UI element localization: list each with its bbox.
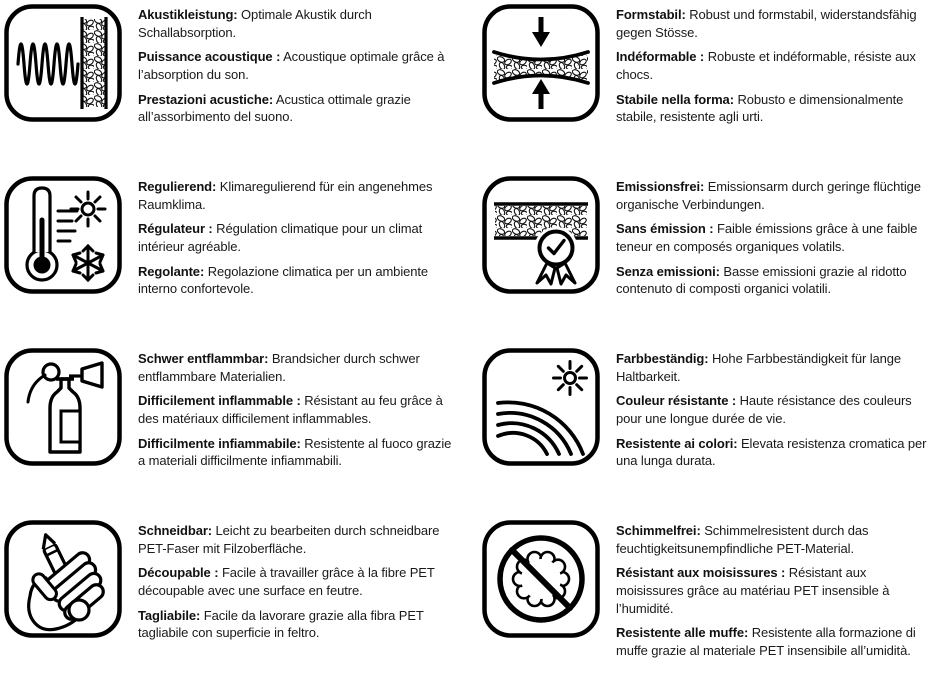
feature-label-it: Difficilmente infiammabile: — [138, 435, 301, 451]
feature-label-it: Tagliabile: — [138, 607, 201, 623]
feature-label-de: Schwer entflammbar: — [138, 351, 269, 367]
thermometer-sun-snowflake-icon — [4, 176, 122, 294]
horn — [82, 363, 102, 387]
label — [61, 411, 80, 442]
feature-text-it: Difficilmente infiammabile: Resistente al fuoco grazie a materiali difficilmente infiammabili. — [138, 435, 452, 469]
feature-card-mold — [482, 520, 934, 660]
feature-card-emission — [482, 176, 934, 298]
feature-text-fr: Puissance acoustique : Acoustique optimale grâce à l’absorption du son. — [138, 49, 445, 83]
no-mold-icon — [482, 520, 600, 638]
feature-label-it: Prestazioni acustiche: — [138, 91, 274, 107]
feature-text-fr: Difficilement inflammable : Résistant au feu grâce à des matériaux difficilement inflammables. — [138, 393, 443, 427]
feature-label-de: Schimmelfrei: — [616, 523, 701, 539]
feature-text-fr: Régulateur : Régulation climatique pour un climat intérieur agréable. — [138, 221, 423, 255]
feature-text-de: Schneidbar: Leicht zu bearbeiten durch schneidbare PET-Faser mit Filzoberfläche. — [138, 523, 440, 556]
acoustic-panel-icon — [4, 4, 122, 122]
feature-label-it: Resistente ai colori: — [616, 435, 738, 451]
feature-label-fr: Difficilement inflammable : — [138, 393, 301, 409]
feature-label-de: Emissionsfrei: — [616, 179, 705, 195]
feature-label-fr: Indéformable : — [616, 49, 705, 65]
feature-texts — [616, 4, 934, 126]
feature-texts — [616, 176, 934, 298]
feature-text-it: Tagliabile: Facile da lavorare grazie alla fibra PET tagliabile con superficie in feltro. — [138, 607, 424, 641]
feature-label-de: Formstabil: — [616, 7, 686, 22]
feature-label-it: Resistente alle muffe: — [616, 625, 749, 641]
feature-label-de: Akustikleistung: — [138, 7, 238, 22]
feature-label-fr: Résistant aux moisissures : — [616, 565, 786, 581]
fire-extinguisher-icon — [4, 348, 122, 466]
feature-label-it: Stabile nella forma: — [616, 91, 734, 107]
feature-text-it: Senza emissioni: Basse emissioni grazie al ridotto contenuto di composti organici volatili. — [616, 263, 907, 297]
feature-text-de: Schimmelfrei: Schimmelresistent durch das feuchtigkeitsunempfindliche PET-Material. — [616, 523, 869, 556]
feature-text-it: Prestazioni acustiche: Acustica ottimale grazie all’assorbimento del suono. — [138, 91, 411, 125]
feature-card-cut — [4, 520, 456, 660]
feature-label-de: Farbbeständig: — [616, 351, 709, 367]
feature-texts — [138, 176, 456, 298]
feature-label-fr: Puissance acoustique : — [138, 49, 281, 65]
feature-texts — [138, 348, 456, 470]
feature-texts — [616, 520, 934, 660]
feature-texts — [138, 520, 456, 642]
feature-text-it: Resistente alle muffe: Resistente alla formazione di muffe grazie al materiale PET insensibile all’umidità. — [616, 625, 916, 659]
knife-end — [69, 600, 89, 620]
feature-label-de: Schneidbar: — [138, 523, 213, 539]
feature-text-fr: Sans émission : Faible émissions grâce à une faible teneur en composés organiques volatils. — [616, 221, 918, 255]
feature-label-it: Regolante: — [138, 263, 205, 279]
feature-text-de: Formstabil: Robust und formstabil, widerstandsfähig gegen Stösse. — [616, 7, 917, 40]
feature-text-fr: Résistant aux moisissures : Résistant aux moisissures grâce au matériau PET insensible à l’humidité. — [616, 565, 890, 616]
feature-card-fire — [4, 348, 456, 470]
feature-label-de: Regulierend: — [138, 179, 217, 195]
feature-texts — [616, 348, 934, 470]
feature-text-it: Regolante: Regolazione climatica per un ambiente interno confortevole. — [138, 263, 429, 297]
feature-text-de: Emissionsfrei: Emissionsarm durch geringe flüchtige organische Verbindungen. — [616, 179, 921, 212]
panel — [82, 17, 106, 109]
feature-label-fr: Sans émission : — [616, 221, 714, 237]
rainbow-sun-icon — [482, 348, 600, 466]
feature-text-de: Schwer entflammbar: Brandsicher durch schwer entflammbare Materialien. — [138, 351, 420, 384]
feature-label-fr: Découpable : — [138, 565, 219, 581]
compression-arrows-icon — [482, 4, 600, 122]
feature-card-acoustic — [4, 4, 456, 126]
certified-panel-icon — [482, 176, 600, 294]
feature-text-fr: Découpable : Facile à travailler grâce à la fibre PET découpable avec une surface en feutre. — [138, 565, 435, 599]
feature-label-it: Senza emissioni: — [616, 263, 720, 279]
panel — [494, 204, 588, 238]
feature-text-it: Resistente ai colori: Elevata resistenza cromatica per una lunga durata. — [616, 435, 927, 469]
hand-cutter-icon — [4, 520, 122, 638]
feature-text-de: Akustikleistung: Optimale Akustik durch Schallabsorption. — [138, 7, 372, 40]
feature-text-fr: Couleur résistante : Haute résistance des couleurs pour une longue durée de vie. — [616, 393, 912, 427]
feature-label-fr: Régulateur : — [138, 221, 213, 237]
feature-label-fr: Couleur résistante : — [616, 393, 737, 409]
feature-text-de: Regulierend: Klimaregulierend für ein angenehmes Raumklima. — [138, 179, 433, 212]
feature-text-it: Stabile nella forma: Robusto e dimensionalmente stabile, resistente agli urti. — [616, 91, 904, 125]
feature-card-stable — [482, 4, 934, 126]
feature-text-fr: Indéformable : Robuste et indéformable, résiste aux chocs. — [616, 49, 916, 83]
feature-card-climate — [4, 176, 456, 298]
feature-text-de: Farbbeständig: Hohe Farbbeständigkeit für lange Haltbarkeit. — [616, 351, 902, 384]
feature-texts — [138, 4, 456, 126]
feature-card-color — [482, 348, 934, 470]
